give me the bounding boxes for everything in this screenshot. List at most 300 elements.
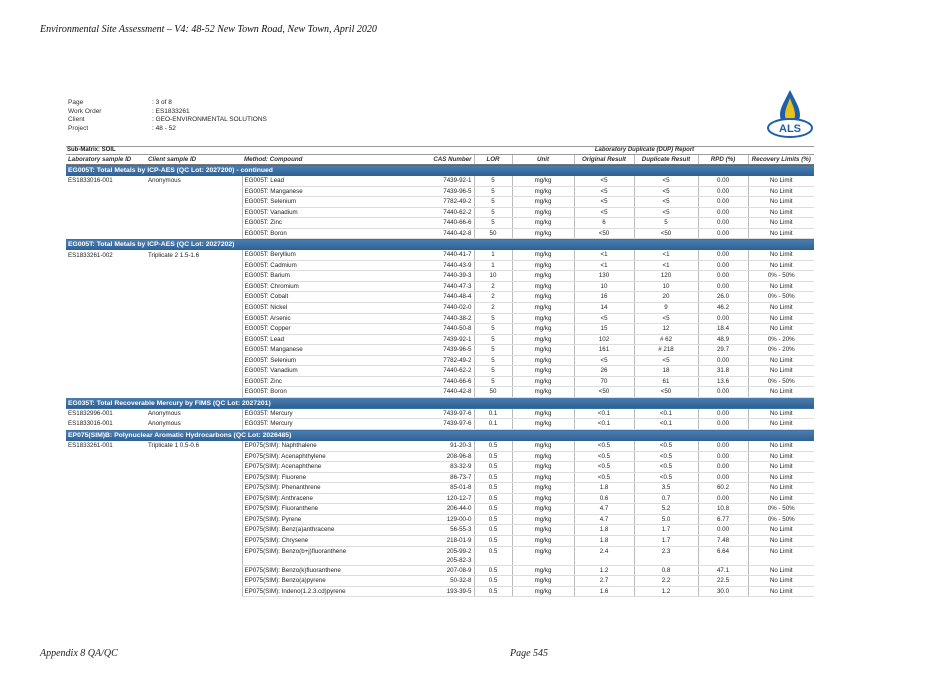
original-result: <0.5	[574, 441, 634, 451]
lab-sample-id	[66, 366, 146, 377]
client-sample-id	[146, 366, 242, 377]
table-row	[66, 565, 814, 576]
compound: EP075(SIM): Indeno(1.2.3.cd)pyrene	[242, 586, 374, 597]
original-result: <5	[574, 313, 634, 324]
table-row	[66, 271, 814, 282]
client-sample-id	[146, 186, 242, 197]
lor: 5	[474, 345, 512, 356]
original-result: <1	[574, 250, 634, 260]
compound: EP075(SIM): Benzo(b+j)fluoranthene	[242, 546, 374, 565]
table-row	[66, 514, 814, 525]
original-result: 16	[574, 292, 634, 303]
original-result: 1.8	[574, 525, 634, 536]
compound: EP075(SIM): Fluoranthene	[242, 504, 374, 515]
unit: mg/kg	[512, 334, 574, 345]
cas-number: 7440-42-8	[374, 228, 474, 239]
unit: mg/kg	[512, 345, 574, 356]
client-sample-id	[146, 334, 242, 345]
table-row	[66, 355, 814, 366]
unit: mg/kg	[512, 218, 574, 229]
meta-key: Work Order	[68, 107, 102, 115]
compound: EP075(SIM): Acenaphthene	[242, 462, 374, 473]
compound: EG005T: Beryllium	[242, 250, 374, 260]
recovery-limits: No Limit	[748, 586, 814, 597]
lab-sample-id: ES1832996-001	[68, 410, 113, 418]
original-result: 1.8	[574, 483, 634, 494]
lab-sample-id	[66, 451, 146, 462]
lab-sample-id	[66, 472, 146, 483]
cas-number: 207-08-9	[374, 565, 474, 576]
unit: mg/kg	[512, 409, 574, 419]
rpd: 0.00	[698, 493, 748, 504]
column-header: Client sample ID	[146, 155, 242, 165]
logo-text: ALS	[779, 123, 801, 135]
table-row	[66, 228, 814, 239]
unit: mg/kg	[512, 451, 574, 462]
cas-number: 7439-97-6	[374, 419, 474, 430]
original-result: 15	[574, 324, 634, 335]
rpd: 13.6	[698, 376, 748, 387]
meta-value: : 48 - 52	[152, 124, 176, 132]
duplicate-result: 0.8	[634, 565, 698, 576]
lor: 2	[474, 281, 512, 292]
recovery-limits: No Limit	[748, 207, 814, 218]
recovery-limits: No Limit	[748, 260, 814, 271]
unit: mg/kg	[512, 228, 574, 239]
lor: 5	[474, 355, 512, 366]
client-sample-id	[146, 546, 242, 565]
lor: 5	[474, 218, 512, 229]
client-sample-id	[146, 260, 242, 271]
lab-sample-id	[66, 292, 146, 303]
meta-key: Page	[68, 99, 84, 106]
recovery-limits: No Limit	[748, 313, 814, 324]
original-result: <5	[574, 355, 634, 366]
unit: mg/kg	[512, 303, 574, 314]
unit: mg/kg	[512, 366, 574, 377]
client-sample-id	[146, 462, 242, 473]
rpd: 29.7	[698, 345, 748, 356]
unit: mg/kg	[512, 186, 574, 197]
lor: 5	[474, 197, 512, 208]
duplicate-result: <0.5	[634, 451, 698, 462]
recovery-limits: No Limit	[748, 387, 814, 398]
lab-sample-id	[66, 228, 146, 239]
compound: EG005T: Vanadium	[242, 366, 374, 377]
duplicate-result: 5	[634, 218, 698, 229]
duplicate-result: <50	[634, 228, 698, 239]
lor: 0.5	[474, 493, 512, 504]
lor: 5	[474, 313, 512, 324]
lor: 0.5	[474, 546, 512, 565]
rpd: 46.2	[698, 303, 748, 314]
table-row	[66, 419, 814, 430]
lab-sample-id	[66, 376, 146, 387]
unit: mg/kg	[512, 525, 574, 536]
client-sample-id	[146, 313, 242, 324]
unit: mg/kg	[512, 313, 574, 324]
lor: 0.5	[474, 565, 512, 576]
cas-number: 50-32-8	[374, 576, 474, 587]
lab-sample-id	[66, 483, 146, 494]
table-row	[66, 207, 814, 218]
table-row	[66, 376, 814, 387]
compound: EG005T: Boron	[242, 387, 374, 398]
client-sample-id	[146, 576, 242, 587]
recovery-limits: No Limit	[748, 250, 814, 260]
lor: 0.5	[474, 525, 512, 536]
recovery-limits: No Limit	[748, 525, 814, 536]
duplicate-result: 10	[634, 281, 698, 292]
section-title: EP075(SIM)B: Polynuclear Aromatic Hydrocarbons (QC Lot: 2026485)	[66, 430, 814, 442]
recovery-limits: 0% - 50%	[748, 271, 814, 282]
client-sample-id: Anonymous	[148, 177, 181, 185]
cas-number: 83-32-9	[374, 462, 474, 473]
unit: mg/kg	[512, 419, 574, 430]
original-result: 26	[574, 366, 634, 377]
cas-number: 7440-43-9	[374, 260, 474, 271]
duplicate-result: <5	[634, 313, 698, 324]
lab-sample-id	[66, 514, 146, 525]
table-row	[66, 176, 814, 186]
table-row	[66, 451, 814, 462]
rpd: 60.2	[698, 483, 748, 494]
lab-sample-id: ES1833261-002	[68, 251, 113, 259]
client-sample-id: Anonymous	[148, 420, 181, 428]
table-row	[66, 441, 814, 451]
unit: mg/kg	[512, 324, 574, 335]
original-result: 0.6	[574, 493, 634, 504]
client-sample-id	[146, 535, 242, 546]
recovery-limits: No Limit	[748, 493, 814, 504]
original-result: 6	[574, 218, 634, 229]
client-sample-id	[146, 355, 242, 366]
cas-number: 7440-48-4	[374, 292, 474, 303]
original-result: 70	[574, 376, 634, 387]
table-row	[66, 260, 814, 271]
cas-number: 56-55-3	[374, 525, 474, 536]
recovery-limits: No Limit	[748, 197, 814, 208]
unit: mg/kg	[512, 197, 574, 208]
compound: EG005T: Selenium	[242, 355, 374, 366]
lab-sample-id	[66, 207, 146, 218]
duplicate-result: <0.5	[634, 472, 698, 483]
lor: 0.5	[474, 514, 512, 525]
client-sample-id	[146, 345, 242, 356]
duplicate-result: <1	[634, 260, 698, 271]
recovery-limits: No Limit	[748, 546, 814, 565]
unit: mg/kg	[512, 493, 574, 504]
recovery-limits: No Limit	[748, 441, 814, 451]
recovery-limits: No Limit	[748, 366, 814, 377]
unit: mg/kg	[512, 387, 574, 398]
section-title: EG005T: Total Metals by ICP-AES (QC Lot: 2027200) - continued	[66, 165, 814, 177]
duplicate-result: <5	[634, 186, 698, 197]
column-header: RPD (%)	[698, 155, 748, 165]
rpd: 0.00	[698, 218, 748, 229]
column-header: Unit	[512, 155, 574, 165]
table-row	[66, 197, 814, 208]
column-header: CAS Number	[374, 155, 474, 165]
cas-number: 193-39-5	[374, 586, 474, 597]
table-row	[66, 218, 814, 229]
original-result: 1.6	[574, 586, 634, 597]
unit: mg/kg	[512, 586, 574, 597]
lor: 5	[474, 324, 512, 335]
unit: mg/kg	[512, 462, 574, 473]
rpd: 6.64	[698, 546, 748, 565]
lab-sample-id	[66, 546, 146, 565]
document-header-title: Environmental Site Assessment – V4: 48-52 New Town Road, New Town, April 2020	[40, 24, 377, 35]
client-sample-id	[146, 218, 242, 229]
client-sample-id	[146, 483, 242, 494]
recovery-limits: No Limit	[748, 451, 814, 462]
cas-number: 7439-96-5	[374, 186, 474, 197]
duplicate-result: 1.7	[634, 525, 698, 536]
duplicate-result: 1.2	[634, 586, 698, 597]
lor: 50	[474, 228, 512, 239]
table-row	[66, 292, 814, 303]
original-result: <50	[574, 387, 634, 398]
rpd: 0.00	[698, 451, 748, 462]
cas-number: 7782-49-2	[374, 197, 474, 208]
recovery-limits: No Limit	[748, 409, 814, 419]
original-result: 4.7	[574, 514, 634, 525]
rpd: 0.00	[698, 409, 748, 419]
lab-sample-id	[66, 303, 146, 314]
duplicate-result: 12	[634, 324, 698, 335]
rpd: 0.00	[698, 281, 748, 292]
client-sample-id	[146, 281, 242, 292]
lor: 2	[474, 303, 512, 314]
duplicate-result: <5	[634, 197, 698, 208]
unit: mg/kg	[512, 176, 574, 186]
cas-number: 7440-41-7	[374, 250, 474, 260]
recovery-limits: No Limit	[748, 186, 814, 197]
recovery-limits: No Limit	[748, 303, 814, 314]
table-row	[66, 313, 814, 324]
lor: 50	[474, 387, 512, 398]
cas-number: 7440-02-0	[374, 303, 474, 314]
meta-row	[68, 116, 267, 125]
cas-number: 7440-66-6	[374, 376, 474, 387]
original-result: <5	[574, 186, 634, 197]
unit: mg/kg	[512, 292, 574, 303]
lor: 5	[474, 334, 512, 345]
table-row	[66, 387, 814, 398]
lab-sample-id	[66, 324, 146, 335]
cas-number: 7440-47-3	[374, 281, 474, 292]
original-result: <1	[574, 260, 634, 271]
table-header-row	[66, 155, 814, 165]
rpd: 47.1	[698, 565, 748, 576]
cas-number: 7439-92-1	[374, 334, 474, 345]
client-sample-id	[146, 451, 242, 462]
lor: 0.5	[474, 586, 512, 597]
client-sample-id: Triplicate 2 1.5-1.6	[148, 251, 200, 259]
duplicate-result: 18	[634, 366, 698, 377]
lor: 5	[474, 366, 512, 377]
section-header-row	[66, 239, 814, 251]
lor: 0.5	[474, 441, 512, 451]
lor: 2	[474, 292, 512, 303]
recovery-limits: No Limit	[748, 281, 814, 292]
lab-sample-id	[66, 535, 146, 546]
cas-number: 7440-50-8	[374, 324, 474, 335]
recovery-limits: No Limit	[748, 472, 814, 483]
original-result: 2.7	[574, 576, 634, 587]
recovery-limits: No Limit	[748, 176, 814, 186]
recovery-limits: No Limit	[748, 324, 814, 335]
meta-value: : 3 of 8	[152, 99, 172, 106]
lor: 0.5	[474, 504, 512, 515]
rpd: 0.00	[698, 313, 748, 324]
cas-number: 208-96-8	[374, 451, 474, 462]
lor: 0.1	[474, 409, 512, 419]
table-row	[66, 409, 814, 419]
client-sample-id	[146, 207, 242, 218]
compound: EG005T: Cadmium	[242, 260, 374, 271]
rpd: 0.00	[698, 419, 748, 430]
table-row	[66, 324, 814, 335]
recovery-limits: 0% - 50%	[748, 292, 814, 303]
rpd: 22.5	[698, 576, 748, 587]
rpd: 0.00	[698, 462, 748, 473]
duplicate-result: <0.1	[634, 409, 698, 419]
cas-number: 7440-62-2	[374, 207, 474, 218]
duplicate-result: 20	[634, 292, 698, 303]
lab-sample-id: ES1833016-001	[68, 177, 113, 185]
client-sample-id	[146, 472, 242, 483]
unit: mg/kg	[512, 546, 574, 565]
duplicate-result: # 62	[634, 334, 698, 345]
original-result: <0.5	[574, 472, 634, 483]
footer-appendix: Appendix 8 QA/QC	[40, 648, 118, 659]
table-row	[66, 281, 814, 292]
lor: 1	[474, 260, 512, 271]
original-result: <0.1	[574, 419, 634, 430]
compound: EG035T: Mercury	[242, 409, 374, 419]
compound: EP075(SIM): Chrysene	[242, 535, 374, 546]
compound: EG005T: Lead	[242, 176, 374, 186]
recovery-limits: 0% - 20%	[748, 345, 814, 356]
duplicate-result: 61	[634, 376, 698, 387]
recovery-limits: 0% - 20%	[748, 334, 814, 345]
rpd: 48.9	[698, 334, 748, 345]
original-result: <5	[574, 176, 634, 186]
cas-number: 7440-38-2	[374, 313, 474, 324]
original-result: 102	[574, 334, 634, 345]
lor: 0.1	[474, 419, 512, 430]
lor: 5	[474, 176, 512, 186]
table-row	[66, 525, 814, 536]
lab-sample-id	[66, 355, 146, 366]
unit: mg/kg	[512, 281, 574, 292]
meta-key: Client	[68, 116, 85, 124]
rpd: 0.00	[698, 186, 748, 197]
compound: EG005T: Manganese	[242, 345, 374, 356]
lor: 10	[474, 271, 512, 282]
lab-sample-id	[66, 462, 146, 473]
compound: EG005T: Arsenic	[242, 313, 374, 324]
recovery-limits: No Limit	[748, 228, 814, 239]
lab-sample-id	[66, 313, 146, 324]
cas-number: 7440-62-2	[374, 366, 474, 377]
unit: mg/kg	[512, 260, 574, 271]
compound: EG005T: Manganese	[242, 186, 374, 197]
unit: mg/kg	[512, 207, 574, 218]
section-header-row	[66, 165, 814, 177]
compound: EG005T: Cobalt	[242, 292, 374, 303]
client-sample-id	[146, 228, 242, 239]
client-sample-id	[146, 376, 242, 387]
original-result: 10	[574, 281, 634, 292]
lor: 0.5	[474, 472, 512, 483]
meta-row	[68, 108, 267, 117]
original-result: 1.8	[574, 535, 634, 546]
rpd: 0.00	[698, 197, 748, 208]
unit: mg/kg	[512, 376, 574, 387]
unit: mg/kg	[512, 441, 574, 451]
duplicate-result: <50	[634, 387, 698, 398]
compound: EG005T: Nickel	[242, 303, 374, 314]
rpd: 0.00	[698, 250, 748, 260]
table-row	[66, 576, 814, 587]
rpd: 7.48	[698, 535, 748, 546]
table-row	[66, 250, 814, 260]
client-sample-id	[146, 565, 242, 576]
lor: 0.5	[474, 535, 512, 546]
original-result: 2.4	[574, 546, 634, 565]
table-row	[66, 472, 814, 483]
rpd: 10.8	[698, 504, 748, 515]
cas-number: 7440-42-8	[374, 387, 474, 398]
cas-number: 7782-49-2	[374, 355, 474, 366]
lab-sample-id: ES1833016-001	[68, 420, 113, 428]
lor: 0.5	[474, 483, 512, 494]
table-row	[66, 186, 814, 197]
table-row	[66, 535, 814, 546]
duplicate-results-table	[66, 154, 814, 597]
client-sample-id	[146, 292, 242, 303]
lab-sample-id	[66, 586, 146, 597]
lab-sample-id	[66, 525, 146, 536]
compound: EG005T: Zinc	[242, 218, 374, 229]
client-sample-id	[146, 387, 242, 398]
rpd: 31.8	[698, 366, 748, 377]
table-row	[66, 586, 814, 597]
cas-number: 129-00-0	[374, 514, 474, 525]
table-row	[66, 366, 814, 377]
section-title: EG035T: Total Recoverable Mercury by FIMS (QC Lot: 2027201)	[66, 397, 814, 409]
lor: 1	[474, 250, 512, 260]
table-row	[66, 546, 814, 565]
client-sample-id	[146, 586, 242, 597]
meta-key: Project	[68, 124, 89, 132]
rpd: 18.4	[698, 324, 748, 335]
client-sample-id	[146, 271, 242, 282]
lab-sample-id	[66, 218, 146, 229]
column-header: Laboratory sample ID	[66, 155, 146, 165]
compound: EG005T: Chromium	[242, 281, 374, 292]
compound: EG005T: Selenium	[242, 197, 374, 208]
meta-value: : ES1833261	[152, 107, 190, 115]
recovery-limits: 0% - 50%	[748, 514, 814, 525]
lab-sample-id: ES1833261-001	[68, 442, 113, 450]
unit: mg/kg	[512, 504, 574, 515]
original-result: 1.2	[574, 565, 634, 576]
duplicate-report-sheet	[66, 145, 814, 597]
